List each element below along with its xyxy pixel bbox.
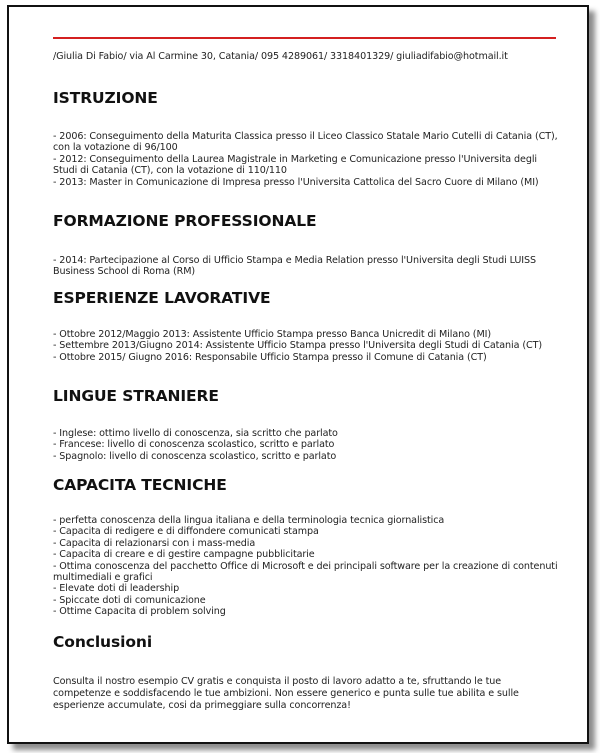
list-item: - Elevate doti di leadership [53, 583, 180, 595]
list-item: - Capacita di relazionarsi con i mass-media [53, 537, 256, 549]
list-item: - 2012: Conseguimento della Laurea Magistrale in Marketing e Comunicazione presso l'Universita degli Studi di Catania (CT), con la votazione di 110/110 [53, 153, 537, 177]
section-heading-istruzione: ISTRUZIONE [53, 89, 158, 107]
section-heading-esperienze: ESPERIENZE LAVORATIVE [53, 289, 271, 307]
list-item: - Ottobre 2015/ Giugno 2016: Responsabile Ufficio Stampa presso il Comune di Catania (CT) [53, 351, 487, 363]
list-item: - Capacita di redigere e di diffondere comunicati stampa [53, 526, 319, 538]
cv-document [7, 5, 589, 744]
list-item: - Francese: livello di conoscenza scolastico, scritto e parlato [53, 439, 335, 451]
list-item: - Inglese: ottimo livello di conoscenza, sia scritto che parlato [53, 428, 338, 439]
section-heading-formazione: FORMAZIONE PROFESSIONALE [53, 212, 317, 230]
section-heading-lingue: LINGUE STRANIERE [53, 387, 219, 405]
list-item: - Capacita di creare e di gestire campagne pubblicitarie [53, 549, 315, 561]
list-item: - perfetta conoscenza della lingua italiana e della terminologia tecnica giornalistica [53, 515, 445, 526]
formazione-list [53, 255, 563, 278]
section-heading-conclusioni: Conclusioni [53, 633, 153, 651]
capacita-list [53, 515, 563, 618]
header-red-rule [53, 37, 556, 39]
list-item: - Ottime Capacita di problem solving [53, 606, 226, 618]
list-item: - 2013: Master in Comunicazione di Impresa presso l'Universita Cattolica del Sacro Cuore di Milano (MI) [53, 176, 539, 188]
istruzione-list [53, 131, 563, 188]
list-item: - Spiccate doti di comunicazione [53, 594, 206, 606]
list-item: - Spagnolo: livello di conoscenza scolastico, scritto e parlato [53, 450, 337, 462]
conclusioni-paragraph: Consulta il nostro esempio CV gratis e conquista il posto di lavoro adatto a te, sfruttando le tue competenze e soddisfacendo le tue ambizioni. Non essere generico e punta sulle tue abilita e sulle esperienze accumulate, cosi da primeggiare sulla concorrenza! [53, 676, 519, 711]
section-heading-capacita: CAPACITA TECNICHE [53, 476, 227, 494]
list-item: - Ottima conoscenza del pacchetto Office di Microsoft e dei principali software per la creazione di contenuti multimediali e grafici [53, 560, 558, 584]
list-item: - Settembre 2013/Giugno 2014: Assistente Ufficio Stampa presso l'Universita degli Studi di Catania (CT) [53, 340, 542, 352]
list-item: - Ottobre 2012/Maggio 2013: Assistente Ufficio Stampa presso Banca Unicredit di Milano (MI) [53, 329, 491, 340]
list-item: - 2014: Partecipazione al Corso di Ufficio Stampa e Media Relation presso l'Universita degli Studi LUISS Business School di Roma (RM) [53, 255, 536, 278]
list-item: - 2006: Conseguimento della Maturita Classica presso il Liceo Classico Statale Mario Cutelli di Catania (CT), con la votazione di 96/100 [53, 131, 558, 154]
esperienze-list [53, 329, 563, 363]
lingue-list [53, 428, 563, 462]
contact-info: /Giulia Di Fabio/ via Al Carmine 30, Catania/ 095 4289061/ 3318401329/ giuliadifabio@hotmail.it [53, 51, 508, 62]
